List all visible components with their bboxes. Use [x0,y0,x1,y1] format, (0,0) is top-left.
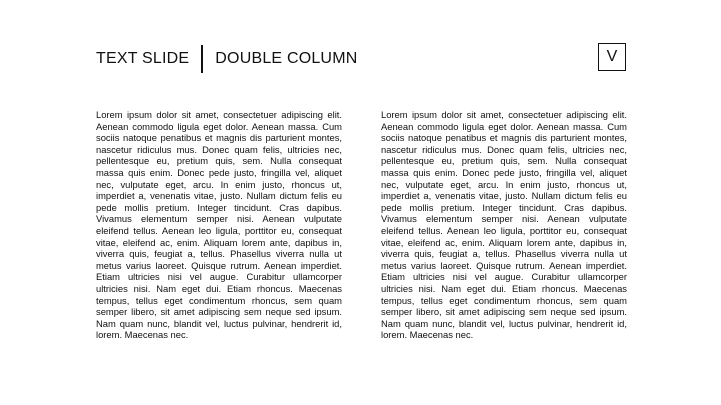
text-column-left: Lorem ipsum dolor sit amet, consectetuer adipiscing elit. Aenean commodo ligula eget dolor. Aenean massa. Cum sociis natoque penatibus et magnis dis parturient montes, nascetur ridiculus mus. Donec quam felis, ultricies nec, pellentesque eu, pretium quis, sem. Nulla consequat massa quis enim. Donec pede justo, fringilla vel, aliquet nec, vulputate eget, arcu. In enim justo, rhoncus ut, imperdiet a, venenatis vitae, justo. Nullam dictum felis eu pede mollis pretium. Integer tincidunt. Cras dapibus. Vivamus elementum semper nisi. Aenean vulputate eleifend tellus. Aenean leo ligula, porttitor eu, consequat vitae, eleifend ac, enim. Aliquam lorem ante, dapibus in, viverra quis, feugiat a, tellus. Phasellus viverra nulla ut metus varius laoreet. Quisque rutrum. Aenean imperdiet. Etiam ultricies nisi vel augue. Curabitur ullamcorper ultricies nisi. Nam eget dui. Etiam rhoncus. Maecenas tempus, tellus eget condimentum rhoncus, sem quam semper libero, sit amet adipiscing sem neque sed ipsum. Nam quam nunc, blandit vel, luctus pulvinar, hendrerit id, lorem. Maecenas nec. [96,109,342,341]
slide-title: TEXT SLIDE [96,50,190,67]
logo [598,43,626,71]
logo-letter: V [606,48,618,65]
text-column-right: Lorem ipsum dolor sit amet, consectetuer adipiscing elit. Aenean commodo ligula eget dolor. Aenean massa. Cum sociis natoque penatibus et magnis dis parturient montes, nascetur ridiculus mus. Donec quam felis, ultricies nec, pellentesque eu, pretium quis, sem. Nulla consequat massa quis enim. Donec pede justo, fringilla vel, aliquet nec, vulputate eget, arcu. In enim justo, rhoncus ut, imperdiet a, venenatis vitae, justo. Nullam dictum felis eu pede mollis pretium. Integer tincidunt. Cras dapibus. Vivamus elementum semper nisi. Aenean vulputate eleifend tellus. Aenean leo ligula, porttitor eu, consequat vitae, eleifend ac, enim. Aliquam lorem ante, dapibus in, viverra quis, feugiat a, tellus. Phasellus viverra nulla ut metus varius laoreet. Quisque rutrum. Aenean imperdiet. Etiam ultricies nisi vel augue. Curabitur ullamcorper ultricies nisi. Nam eget dui. Etiam rhoncus. Maecenas tempus, tellus eget condimentum rhoncus, sem quam semper libero, sit amet adipiscing sem neque sed ipsum. Nam quam nunc, blandit vel, luctus pulvinar, hendrerit id, lorem. Maecenas nec. [381,109,627,341]
title-divider [201,45,203,73]
slide-subtitle: DOUBLE COLUMN [215,50,358,67]
slide-header [96,44,357,74]
